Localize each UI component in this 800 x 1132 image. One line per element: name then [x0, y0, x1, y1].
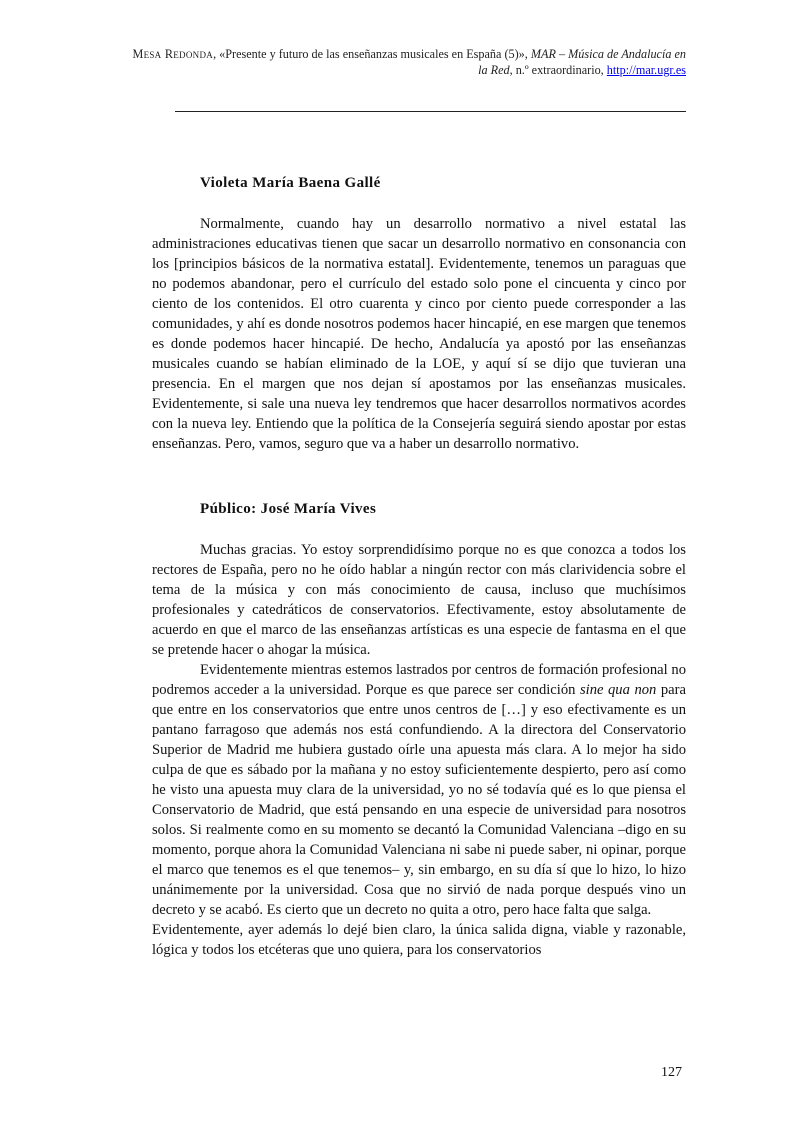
header-title: , «Presente y futuro de las enseñanzas musicales en España (5)»,	[213, 47, 531, 61]
header-rule	[175, 111, 686, 112]
paragraph-text: para que entre en los conservatorios que entre unos centros de […] y eso efectivamente es un pantano farragoso que además nos está confundiendo. A la directora del Conservatorio Superior de Madrid me hubiera gustado oírle una apuesta más clara. A lo mejor ha sido culpa de que es sábado por la mañana y no estoy suficientemente despierto, pero así como he visto una apuesta muy clara de la universidad, yo no sé todavía qué es lo que piensa el Conservatorio de Madrid, que está pensando en una especie de universidad para nosotros solos. Si realmente como en su momento se decantó la Comunidad Valenciana –digo en su momento, porque ahora la Comunidad Valenciana ni sabe ni puede saber, ni opinar, porque el marco que tenemos es el que tenemos– y, sin embargo, en su día sí que lo hizo, lo hizo unánimemente por la universidad. Cosa que no sirvió de nada porque después vino un decreto y se acabó. Es cierto que un decreto no quita a otro, pero hace falta que salga.	[152, 682, 686, 918]
speaker-heading: Violeta María Baena Gallé	[200, 175, 381, 191]
header-author: Mesa Redonda	[132, 47, 214, 61]
page-number: 127	[661, 1065, 682, 1080]
paragraph: Normalmente, cuando hay un desarrollo normativo a nivel estatal las administraciones educativas tienen que sacar un desarrollo normativo en consonancia con los [principios básicos de la normativa estatal]. Evidentemente, tenemos un paraguas que no podemos abandonar, pero el currículo del estado solo pone el cincuenta y cinco por ciento de los contenidos. El otro cuarenta y cinco por ciento puede corresponder a las comunidades, y ahí es donde nosotros podemos hacer hincapié, en ese margen que tenemos es donde podemos hacer hincapié. De hecho, Andalucía ya apostó por las enseñanzas musicales cuando se habían eliminado de la LOE, y aquí sí se dijo que tuvieran una presencia. En el margen que nos dejan sí apostamos por las enseñanzas musicales. Evidentemente, si sale una nueva ley tendremos que hacer desarrollos normativos acordes con la nueva ley. Entiendo que la política de la Consejería seguirá siendo apostar por estas enseñanzas. Pero, vamos, seguro que va a haber un desarrollo normativo.	[152, 216, 686, 452]
speaker-heading: Público: José María Vives	[200, 501, 377, 517]
paragraph	[152, 660, 686, 920]
paragraph-text: Evidentemente mientras estemos lastrados por centros de formación profesional no podremos acceder a la universidad. Porque es que parece ser condición	[152, 662, 686, 698]
running-header	[126, 46, 686, 78]
header-link[interactable]: http://mar.ugr.es	[606, 63, 686, 77]
latin-phrase: sine qua non	[579, 682, 657, 698]
paragraph: Muchas gracias. Yo estoy sorprendidísimo porque no es que conozca a todos los rectores de España, pero no he oído hablar a ningún rector con más clarividencia sobre el tema de la música y con más conocimiento de causa, incluso que muchísimos profesionales y catedráticos de conservatorios. Efectivamente, estoy absolutamente de acuerdo en que el marco de las enseñanzas artísticas es una especie de fantasma en el que se pretende hacer o ahogar la música.	[152, 542, 686, 658]
paragraph: Evidentemente, ayer además lo dejé bien claro, la única salida digna, viable y razonable, lógica y todos los etcéteras que uno quiera, para los conservatorios	[152, 922, 686, 958]
page-content	[152, 172, 686, 960]
header-journal: MAR – Música de Andalucía en la Red	[478, 47, 686, 77]
header-issue: , n.º extraordinario,	[509, 63, 607, 77]
